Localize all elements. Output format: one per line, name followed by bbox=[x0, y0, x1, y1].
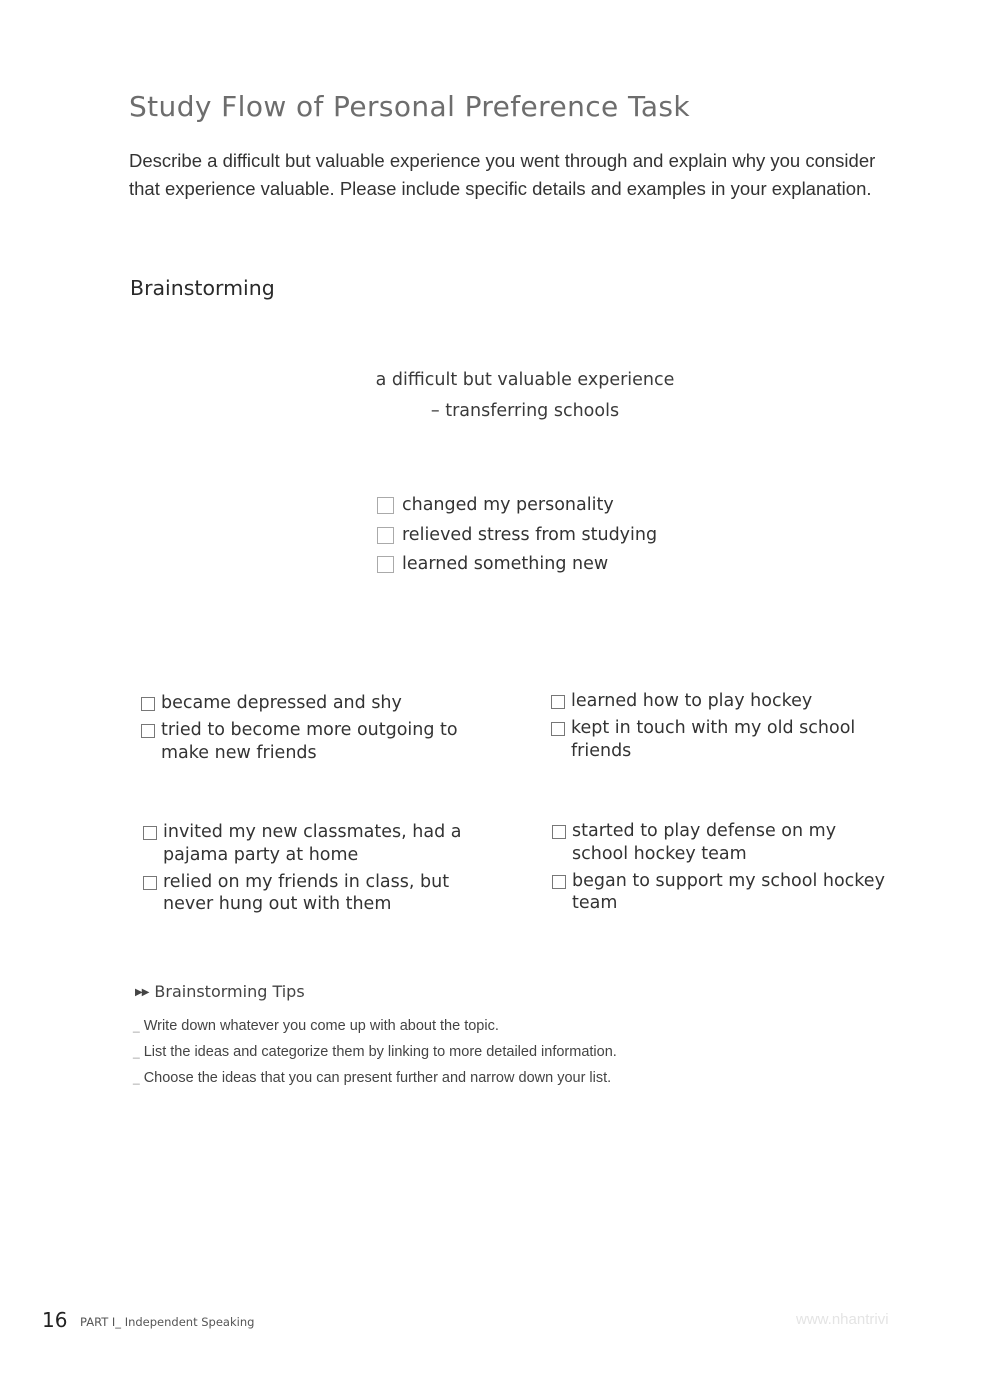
detail-item bbox=[141, 719, 481, 764]
checkbox-icon[interactable] bbox=[377, 527, 394, 544]
tips-list bbox=[133, 1013, 617, 1091]
detail-item bbox=[552, 820, 892, 865]
detail-label: learned how to play hockey bbox=[571, 691, 813, 711]
watermark: www.nhantrivi bbox=[796, 1311, 889, 1328]
checkbox-icon[interactable] bbox=[143, 876, 157, 890]
section-label: PART I_ Independent Speaking bbox=[80, 1315, 255, 1329]
tips-heading-label: Brainstorming Tips bbox=[154, 982, 305, 1001]
checkbox-icon[interactable] bbox=[551, 695, 565, 709]
detail-item bbox=[143, 871, 483, 916]
reason-label: changed my personality bbox=[402, 495, 614, 515]
tip-item bbox=[133, 1013, 617, 1039]
task-prompt: Describe a difficult but valuable experience you went through and explain why you consider that experience valuable. Please include specific details and examples in your explanation. bbox=[129, 150, 876, 199]
checkbox-icon[interactable] bbox=[141, 724, 155, 738]
detail-item bbox=[552, 870, 892, 915]
detail-item bbox=[551, 717, 891, 762]
checkbox-icon[interactable] bbox=[143, 826, 157, 840]
detail-item bbox=[143, 821, 483, 866]
topic-box bbox=[350, 365, 700, 427]
topic-line: a difficult but valuable experience bbox=[375, 370, 675, 390]
reasons-list bbox=[377, 491, 657, 580]
reason-item bbox=[377, 521, 657, 551]
detail-label: relied on my friends in class, but never hung out with them bbox=[163, 871, 450, 914]
details-top-right bbox=[551, 690, 891, 767]
dash-icon: _ bbox=[133, 1045, 140, 1059]
detail-label: began to support my school hockey team bbox=[572, 870, 885, 913]
dash-icon: _ bbox=[133, 1071, 140, 1085]
dash-icon: _ bbox=[133, 1019, 140, 1033]
checkbox-icon[interactable] bbox=[551, 722, 565, 736]
detail-label: kept in touch with my old school friends bbox=[571, 718, 856, 761]
page-title: Study Flow of Personal Preference Task bbox=[129, 90, 690, 123]
checkbox-icon[interactable] bbox=[552, 875, 566, 889]
checkbox-icon[interactable] bbox=[377, 497, 394, 514]
tip-text: List the ideas and categorize them by linking to more detailed information. bbox=[143, 1044, 617, 1060]
detail-label: became depressed and shy bbox=[161, 693, 402, 713]
detail-label: invited my new classmates, had a pajama party at home bbox=[163, 822, 462, 865]
detail-label: started to play defense on my school hockey team bbox=[572, 821, 837, 864]
tip-text: Choose the ideas that you can present further and narrow down your list. bbox=[143, 1070, 612, 1086]
detail-label: tried to become more outgoing to make new friends bbox=[161, 720, 458, 763]
reason-item bbox=[377, 550, 657, 580]
tip-item bbox=[133, 1039, 617, 1065]
checkbox-icon[interactable] bbox=[552, 825, 566, 839]
details-bottom-right bbox=[552, 820, 892, 919]
checkbox-icon[interactable] bbox=[377, 556, 394, 573]
tip-text: Write down whatever you come up with about the topic. bbox=[143, 1018, 499, 1034]
topic-line: – transferring schools bbox=[430, 401, 620, 421]
reason-label: relieved stress from studying bbox=[402, 524, 658, 545]
brainstorming-heading: Brainstorming bbox=[130, 276, 275, 300]
double-arrow-icon: ▶▶ bbox=[135, 987, 149, 998]
tips-heading bbox=[135, 982, 305, 1001]
checkbox-icon[interactable] bbox=[141, 697, 155, 711]
details-top-left bbox=[141, 692, 481, 769]
page-number: 16 bbox=[42, 1308, 68, 1332]
reason-item bbox=[377, 491, 657, 521]
detail-item bbox=[551, 690, 891, 713]
reason-label: learned something new bbox=[402, 554, 609, 574]
tip-item bbox=[133, 1065, 617, 1091]
detail-item bbox=[141, 692, 481, 715]
details-bottom-left bbox=[143, 821, 483, 920]
